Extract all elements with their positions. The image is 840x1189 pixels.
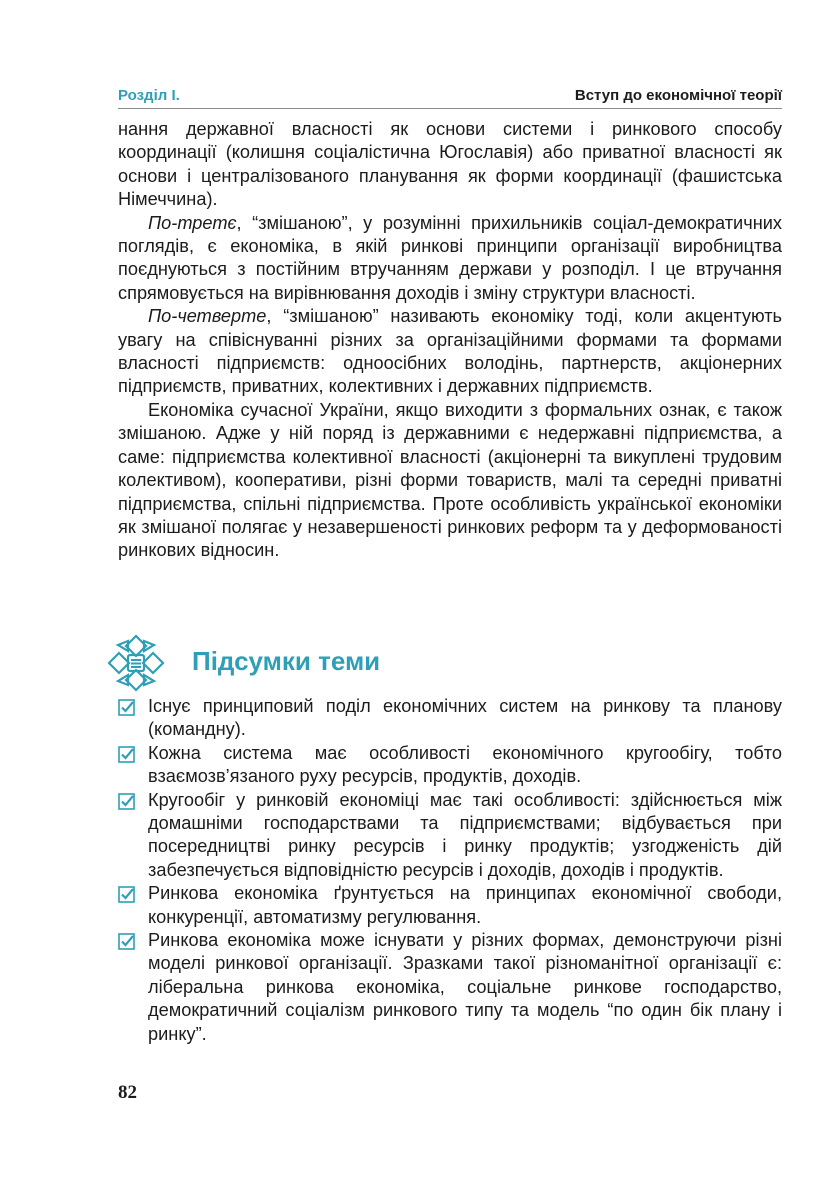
chapter-label: Розділ І. (118, 87, 180, 104)
summary-list (118, 695, 782, 1046)
checkbox-checked-icon (118, 746, 135, 763)
paragraph: По-третє, “змішаною”, у розумінні прихильників соціал-демократичних поглядів, є економіка, в якій ринкові принципи організації виробництва поєднуються з постійним втручанням держави у розподіл. І це втручання спрямовується на вирівнювання доходів і зміну структури власності. (118, 212, 782, 303)
checkbox-checked-icon (118, 886, 135, 903)
checkbox-checked-icon (118, 793, 135, 810)
checkbox-checked-icon (118, 699, 135, 716)
body-text (118, 118, 782, 563)
list-item: Ринкова економіка ґрунтується на принципах економічної свободи, конкуренції, автоматизму регулювання. (118, 882, 782, 929)
paragraph: нання державної власності як основи системи і ринкового способу координації (колишня соціалістична Югославія) або приватної власності як основи і централізованого планування як форми координації (фашистська Німеччина). (118, 119, 782, 210)
list-item: Існує принциповий поділ економічних систем на ринкову та планову (командну). (118, 695, 782, 742)
summary-heading (106, 633, 786, 693)
list-item: Кожна система має особливості економічного кругообігу, тобто взаємозв’язаного руху ресурсів, продуктів, доходів. (118, 742, 782, 789)
paragraph-lead: По-четверте (148, 306, 267, 327)
checkbox-checked-icon (118, 933, 135, 950)
book-title: Вступ до економічної теорії (574, 87, 782, 104)
list-item: Ринкова економіка може існувати у різних формах, демонструючи різні моделі ринкової організації. Зразками такої різноманітної організації є: ліберальна ринкова економіка, соціальне ринкове господарство, демократичний соціалізм ринкового типу та модель “по один бік плану і ринку”. (118, 929, 782, 1046)
page-number: 82 (118, 1082, 137, 1103)
list-item: Кругообіг у ринковій економіці має такі особливості: здійснюється між домашніми господарствами та підприємствами; відбувається при посередництві ринку ресурсів і ринку продуктів; узгодженість дій забезпечується відповідністю ресурсів і доходів, доходів і продуктів. (118, 789, 782, 883)
ornament-emblem-icon (106, 633, 166, 693)
paragraph: По-четверте, “змішаною” називають економіку тоді, коли акцентують увагу на співіснуванні різних за організаційними формами та формами власності підприємств: одноосібних володінь, партнерств, акціонерних підприємств, приватних, колективних і державних підприємств. (118, 306, 782, 397)
summary-title: Підсумки теми (192, 646, 381, 676)
paragraph: Економіка сучасної України, якщо виходити з формальних ознак, є також змішаною. Адже у ній поряд із державними є недержавні підприємства, а саме: підприємства колективної власності (акціонерні та викуплені трудовим колективом), кооперативи, різні форми товариств, малі та середні приватні підприємства, спільні підприємства. Проте особливість української економіки як змішаної полягає у незавершеності ринкових реформ та у деформованості ринкових відносин. (118, 399, 782, 561)
running-header (118, 86, 782, 109)
paragraph-lead: По-третє (148, 212, 237, 233)
